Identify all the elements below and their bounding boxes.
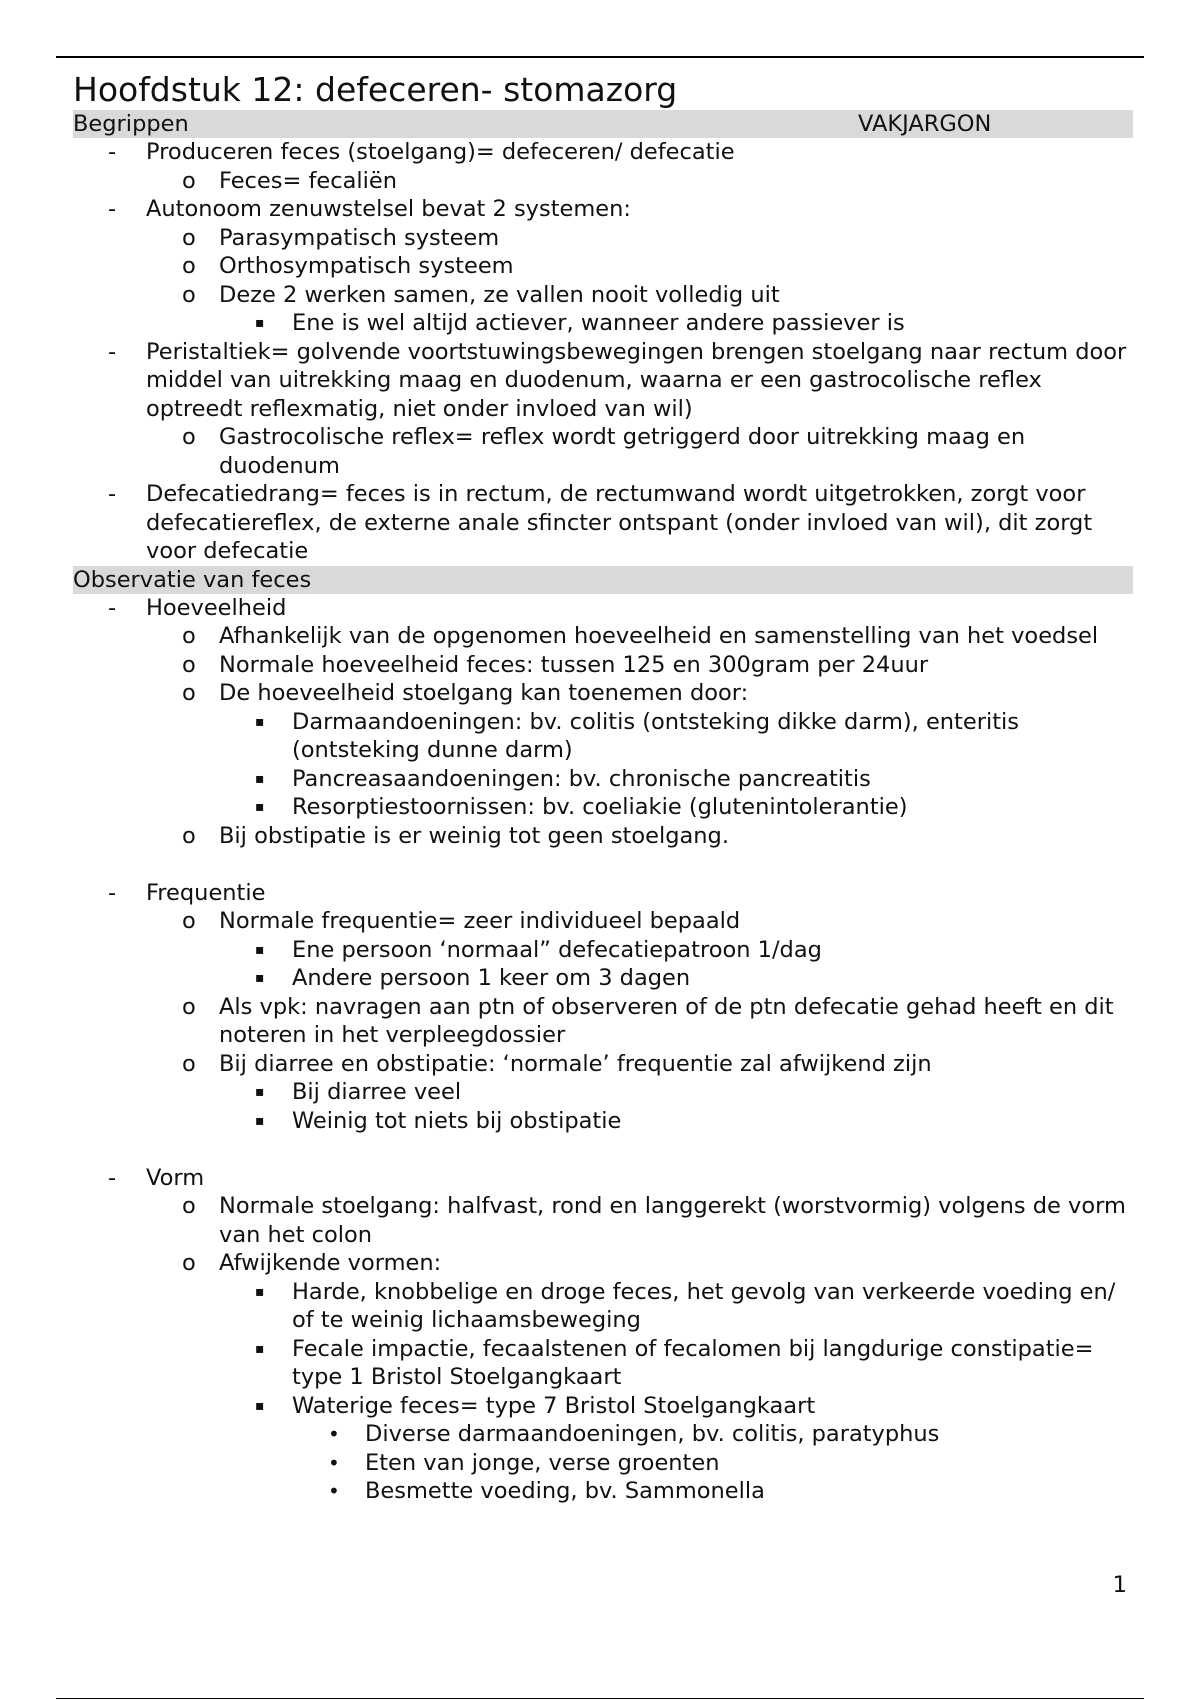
circle-bullet: o <box>182 1050 196 1077</box>
list-item <box>73 309 1133 338</box>
dash-bullet: - <box>108 594 117 621</box>
list-item <box>73 1392 1133 1421</box>
square-bullet: ▪ <box>255 770 265 787</box>
circle-bullet: o <box>182 680 196 706</box>
list-item-text: Bij diarree en obstipatie: ‘normale’ frequentie zal afwijkend zijn <box>219 1050 932 1077</box>
list-item-text: Waterige feces= type 7 Bristol Stoelgangkaart <box>292 1392 816 1419</box>
list-item-text: Harde, knobbelige en droge feces, het gevolg van verkeerde voeding en/ of te weinig lichaamsbeweging <box>292 1278 1116 1333</box>
section-label-vakjargon: VAKJARGON <box>858 111 992 137</box>
header-rule <box>56 56 1144 58</box>
square-bullet: ▪ <box>255 1283 265 1300</box>
circle-bullet: o <box>182 908 196 934</box>
list-item <box>73 1477 1133 1506</box>
list-item-text: Normale frequentie= zeer individueel bepaald <box>219 908 741 934</box>
circle-bullet: o <box>182 822 196 849</box>
square-bullet: ▪ <box>255 1084 265 1100</box>
dash-bullet: - <box>108 879 117 906</box>
circle-bullet: o <box>182 651 196 678</box>
list-item-text: Afhankelijk van de opgenomen hoeveelheid en samenstelling van het voedsel <box>219 623 1099 649</box>
page-title: Hoofdstuk 12: defeceren- stomazorg <box>73 70 678 109</box>
list-item-text: Deze 2 werken samen, ze vallen nooit volledig uit <box>219 281 780 308</box>
square-bullet: ▪ <box>255 799 265 815</box>
list-item <box>73 1449 1133 1478</box>
section-band-observatie <box>73 566 1133 594</box>
list-item <box>73 423 1133 480</box>
list-item <box>73 281 1133 310</box>
list-item-text: Besmette voeding, bv. Sammonella <box>365 1478 765 1504</box>
list-item-text: Bij obstipatie is er weinig tot geen stoelgang. <box>219 822 729 849</box>
list-item <box>73 1278 1133 1335</box>
list-item-text: Autonoom zenuwstelsel bevat 2 systemen: <box>146 196 631 222</box>
list-item <box>73 1050 1133 1079</box>
circle-bullet: o <box>182 993 196 1020</box>
list-item-text: Hoeveelheid <box>146 594 287 621</box>
list-item <box>73 907 1133 936</box>
square-bullet: ▪ <box>255 1112 265 1129</box>
circle-bullet: o <box>182 424 196 450</box>
section-heading-observatie: Observatie van feces <box>73 566 312 593</box>
list-item-text: Resorptiestoornissen: bv. coeliakie (glutenintolerantie) <box>292 794 908 820</box>
circle-bullet: o <box>182 224 196 251</box>
dash-bullet: - <box>108 481 117 507</box>
list-item <box>73 338 1133 424</box>
page-number: 1 <box>1112 1572 1127 1598</box>
circle-bullet: o <box>182 253 196 279</box>
circle-bullet: o <box>182 167 196 194</box>
dash-bullet: - <box>108 196 117 222</box>
list-item <box>73 964 1133 993</box>
footer-rule <box>56 1698 1144 1699</box>
square-bullet: ▪ <box>255 315 265 331</box>
list-item <box>73 480 1133 566</box>
list-item <box>73 195 1133 224</box>
list-item <box>73 594 1133 623</box>
dash-bullet: - <box>108 139 117 165</box>
list-item-text: Fecale impactie, fecaalstenen of fecalomen bij langdurige constipatie= type 1 Bristol Stoelgangkaart <box>292 1335 1094 1390</box>
square-bullet: ▪ <box>255 970 265 986</box>
list-item-text: Bij diarree veel <box>292 1079 462 1105</box>
square-bullet: ▪ <box>255 941 265 958</box>
list-item <box>73 822 1133 851</box>
section-heading-begrippen: Begrippen <box>73 111 189 137</box>
dash-bullet: - <box>108 338 117 365</box>
list-item <box>73 765 1133 794</box>
list-item-text: De hoeveelheid stoelgang kan toenemen door: <box>219 680 749 706</box>
list-item-text: Produceren feces (stoelgang)= defeceren/ defecatie <box>146 139 735 165</box>
list-item-text: Vorm <box>146 1164 205 1191</box>
list-item <box>73 224 1133 253</box>
square-bullet: ▪ <box>255 713 265 730</box>
spacer <box>73 850 1133 879</box>
list-item-text: Als vpk: navragen aan ptn of observeren of de ptn defecatie gehad heeft en dit noteren in het verpleegdossier <box>219 993 1114 1048</box>
list-item <box>73 622 1133 651</box>
list-item-text: Afwijkende vormen: <box>219 1250 442 1276</box>
list-item <box>73 252 1133 281</box>
document-body <box>73 70 1133 1506</box>
circle-bullet: o <box>182 623 196 649</box>
list-item <box>73 1420 1133 1449</box>
list-item-text: Ene persoon ‘normaal” defecatiepatroon 1/dag <box>292 936 822 963</box>
list-item <box>73 708 1133 765</box>
list-item <box>73 1192 1133 1249</box>
list-item-text: Ene is wel altijd actiever, wanneer andere passiever is <box>292 310 905 336</box>
list-item-text: Frequentie <box>146 879 266 906</box>
dot-bullet: • <box>328 1450 340 1475</box>
list-item <box>73 1164 1133 1193</box>
list-item-text: Orthosympatisch systeem <box>219 253 514 279</box>
list-item <box>73 167 1133 196</box>
list-item-text: Pancreasaandoeningen: bv. chronische pancreatitis <box>292 765 871 792</box>
list-item-text: Normale hoeveelheid feces: tussen 125 en 300gram per 24uur <box>219 651 929 678</box>
list-item-text: Weinig tot niets bij obstipatie <box>292 1107 622 1134</box>
list-item <box>73 1249 1133 1278</box>
list-item <box>73 879 1133 908</box>
list-item-text: Feces= fecaliën <box>219 167 398 194</box>
section-band-begrippen <box>73 110 1133 138</box>
list-item <box>73 138 1133 167</box>
list-item-text: Gastrocolische reflex= reflex wordt getriggerd door uitrekking maag en duodenum <box>219 424 1026 479</box>
square-bullet: ▪ <box>255 1397 265 1414</box>
spacer <box>73 1135 1133 1164</box>
list-item-text: Parasympatisch systeem <box>219 224 500 251</box>
list-item-text: Defecatiedrang= feces is in rectum, de rectumwand wordt uitgetrokken, zorgt voor defecatiereflex, de externe anale sfincter ontspant (onder invloed van wil), dit zorgt voor defecatie <box>146 481 1093 564</box>
list-item-text: Peristaltiek= golvende voortstuwingsbewegingen brengen stoelgang naar rectum door middel van uitrekking maag en duodenum, waarna er een gastrocolische reflex optreedt reflexmatig, niet onder invloed van wil) <box>146 338 1127 422</box>
list-item-text: Eten van jonge, verse groenten <box>365 1449 720 1476</box>
list-item-text: Normale stoelgang: halfvast, rond en langgerekt (worstvormig) volgens de vorm van het colon <box>219 1193 1126 1248</box>
list-item-text: Diverse darmaandoeningen, bv. colitis, paratyphus <box>365 1421 940 1447</box>
list-item <box>73 993 1133 1050</box>
dot-bullet: • <box>328 1422 340 1446</box>
list-item <box>73 1335 1133 1392</box>
list-item <box>73 1078 1133 1107</box>
list-item <box>73 793 1133 822</box>
circle-bullet: o <box>182 1193 196 1219</box>
circle-bullet: o <box>182 281 196 308</box>
list-item <box>73 679 1133 708</box>
list-item-text: Darmaandoeningen: bv. colitis (ontsteking dikke darm), enteritis (ontsteking dunne darm) <box>292 708 1020 763</box>
dot-bullet: • <box>328 1479 340 1503</box>
circle-bullet: o <box>182 1250 196 1276</box>
list-item <box>73 651 1133 680</box>
dash-bullet: - <box>108 1164 117 1191</box>
list-item-text: Andere persoon 1 keer om 3 dagen <box>292 965 691 991</box>
list-item <box>73 1107 1133 1136</box>
square-bullet: ▪ <box>255 1340 265 1357</box>
list-item <box>73 936 1133 965</box>
